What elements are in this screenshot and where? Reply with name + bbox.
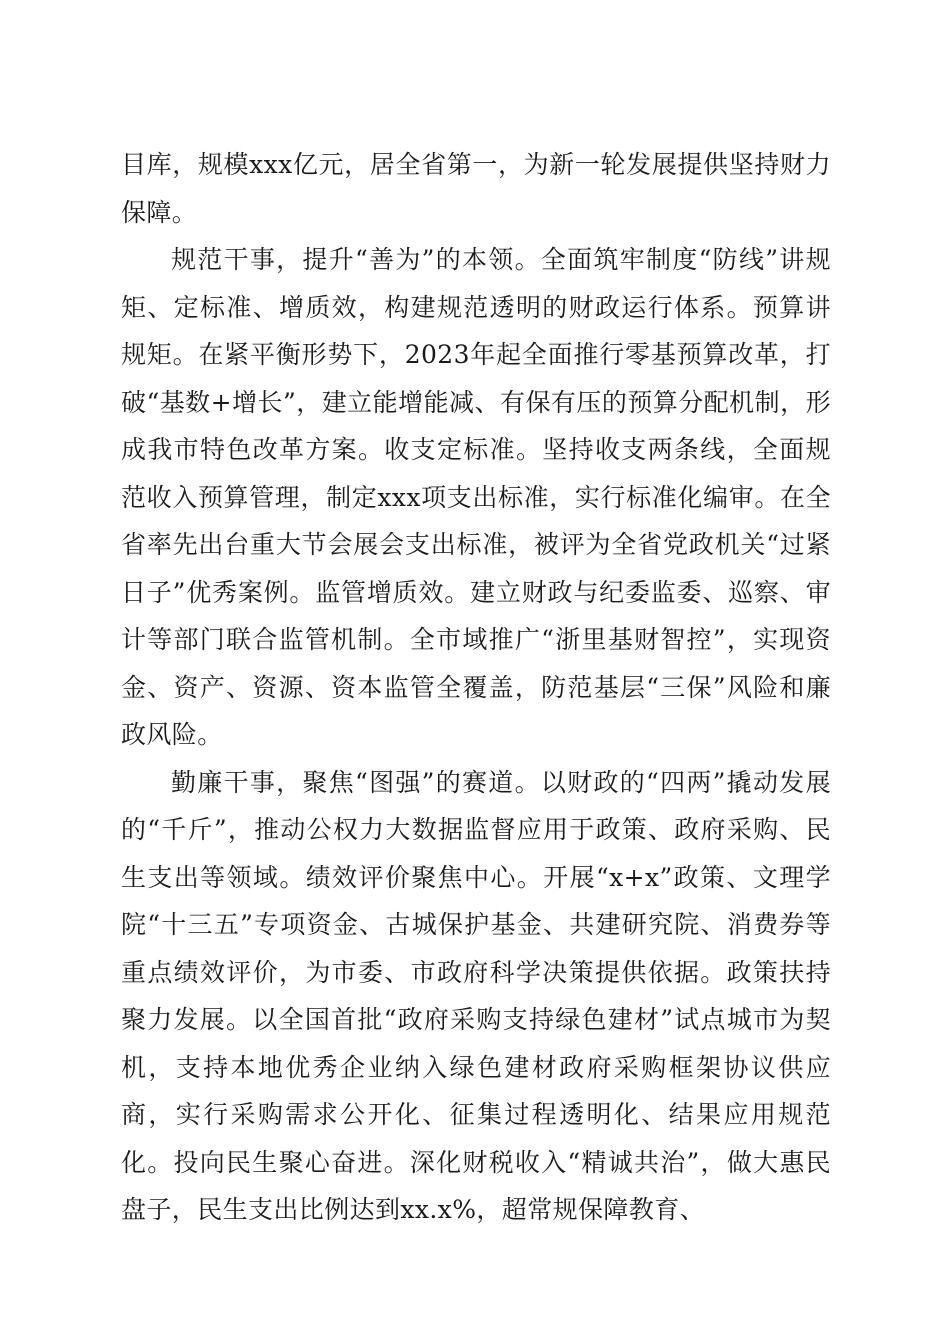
paragraph-standardized-work: 规范干事，提升“善为”的本领。全面筑牢制度“防线”讲规矩、定标准、增质效，构建规范透明的财政运行体系。预算讲规矩。在紧平衡形势下，2023年起全面推行零基预算改革，打破“基数+增长”，建立能增能减、有保有压的预算分配机制，形成我市特色改革方案。收支定标准。坚持收支两条线，全面规范收入预算管理，制定xxx项支出标准，实行标准化编审。在全省率先出台重大节会展会支出标准，被评为全省党政机关“过紧日子”优秀案例。监管增质效。建立财政与纪委监委、巡察、审计等部门联合监管机制。全市域推广“浙里基财智控”，实现资金、资产、资源、资本监管全覆盖，防范基层“三保”风险和廉政风险。: [121, 245, 831, 749]
paragraph-diligent-work: 勤廉干事，聚焦“图强”的赛道。以财政的“四两”撬动发展的“千斤”，推动公权力大数据监督应用于政策、政府采购、民生支出等领域。绩效评价聚焦中心。开展“x+x”政策、文理学院“十三五”专项资金、古城保护基金、共建研究院、消费券等重点绩效评价，为市委、市政府科学决策提供依据。政策扶持聚力发展。以全国首批“政府采购支持绿色建材”试点城市为契机，支持本地优秀企业纳入绿色建材政府采购框架协议供应商，实行采购需求公开化、征集过程透明化、结果应用规范化。投向民生聚心奋进。深化财税收入“精诚共治”，做大惠民盘子，民生支出比例达到xx.x%，超常规保障教育、: [121, 767, 831, 1224]
paragraph-continuation: 目库，规模xxx亿元，居全省第一，为新一轮发展提供坚持财力保障。: [121, 150, 831, 227]
document-body: [121, 141, 831, 1234]
